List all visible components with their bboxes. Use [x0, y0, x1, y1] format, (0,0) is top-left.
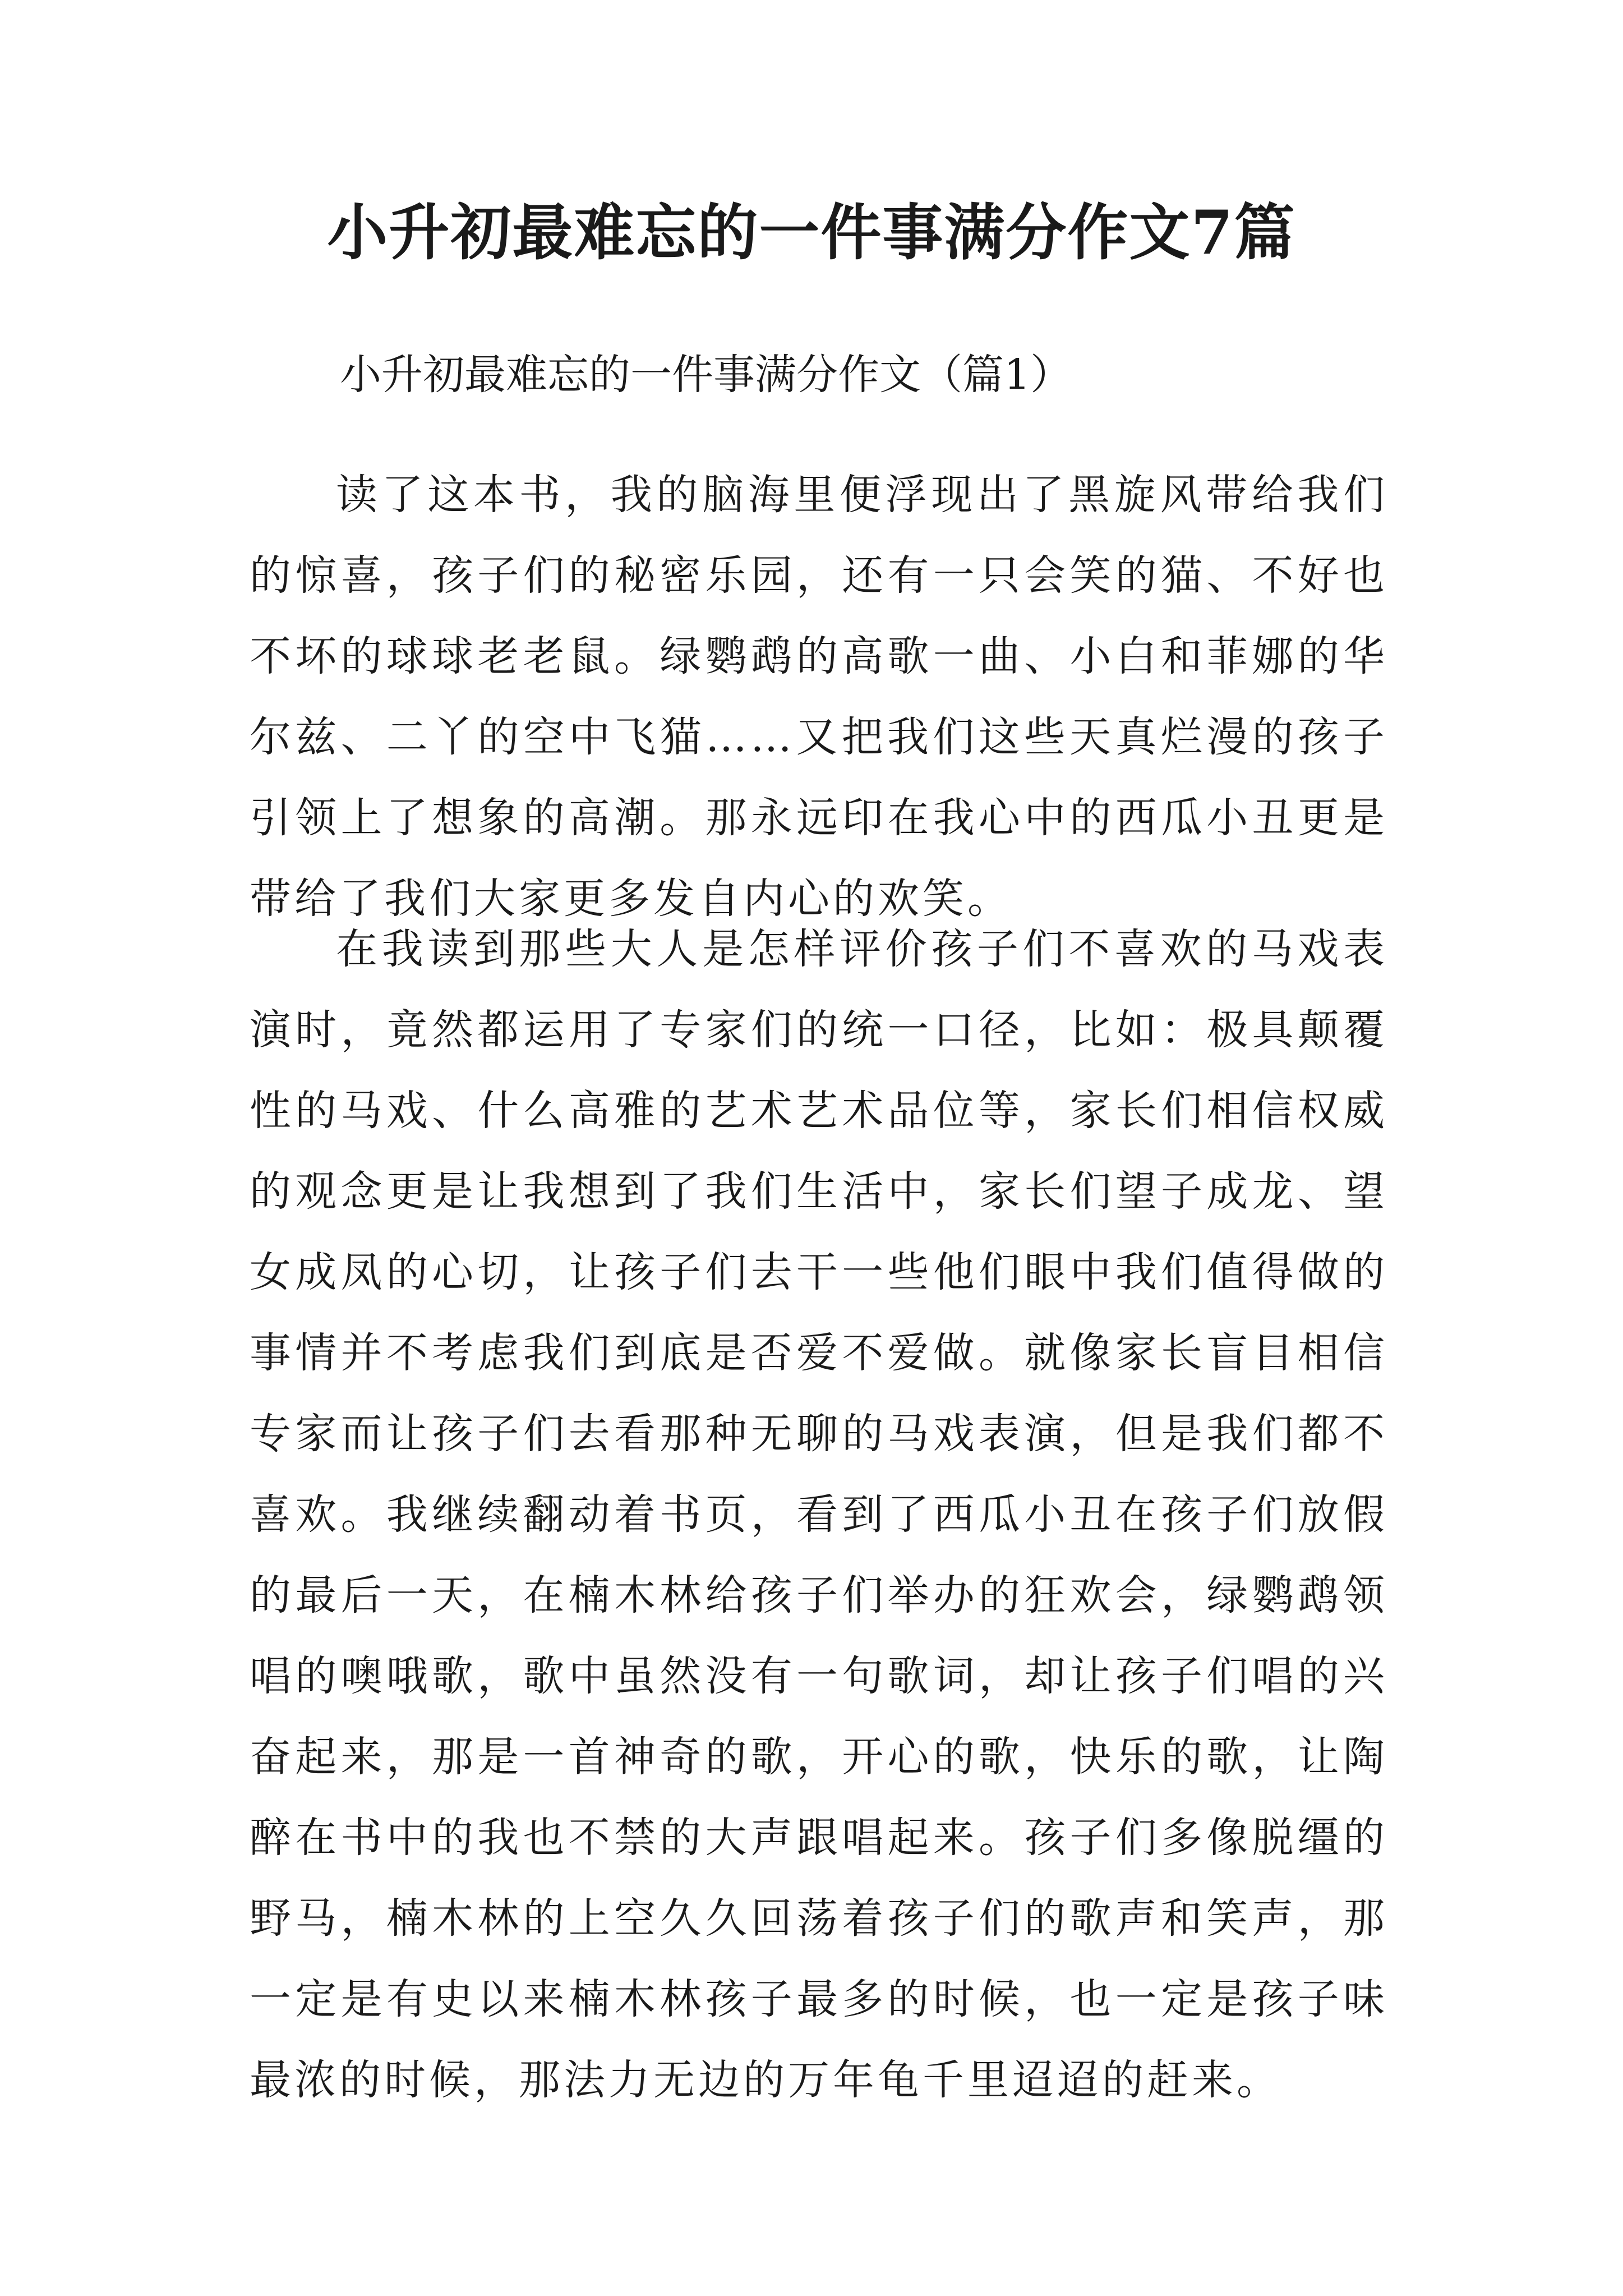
document-title: 小升初最难忘的一件事满分作文7篇 — [327, 197, 1296, 268]
paragraph-1: 读了这本书，我的脑海里便浮现出了黑旋风带给我们的惊喜，孩子们的秘密乐园，还有一只会笑的猫、不好也不坏的球球老老鼠。绿鹦鹉的高歌一曲、小白和菲娜的华尔兹、二丫的空中飞猫……又把我们这些天真烂漫的孩子引领上了想象的高潮。那永远印在我心中的西瓜小丑更是带给了我们大家更多发自内心的欢笑。 — [250, 471, 1388, 923]
section-heading: 小升初最难忘的一件事满分作文（篇1） — [340, 351, 1072, 399]
paragraph-2: 在我读到那些大人是怎样评价孩子们不喜欢的马戏表演时，竟然都运用了专家们的统一口径，比如：极具颠覆性的马戏、什么高雅的艺术艺术品位等，家长们相信权威的观念更是让我想到了我们生活中，家长们望子成龙、望女成凤的心切，让孩子们去干一些他们眼中我们值得做的事情并不考虑我们到底是否爱不爱做。就像家长盲目相信专家而让孩子们去看那种无聊的马戏表演，但是我们都不喜欢。我继续翻动着书页，看到了西瓜小丑在孩子们放假的最后一天，在楠木林给孩子们举办的狂欢会，绿鹦鹉领唱的噢哦歌，歌中虽然没有一句歌词，却让孩子们唱的兴奋起来，那是一首神奇的歌，开心的歌，快乐的歌，让陶醉在书中的我也不禁的大声跟唱起来。孩子们多像脱缰的野马，楠木林的上空久久回荡着孩子们的歌声和笑声，那一定是有史以来楠木林孩子最多的时候，也一定是孩子味最浓的时候，那法力无边的万年龟千里迢迢的赶来。 — [250, 925, 1388, 2104]
